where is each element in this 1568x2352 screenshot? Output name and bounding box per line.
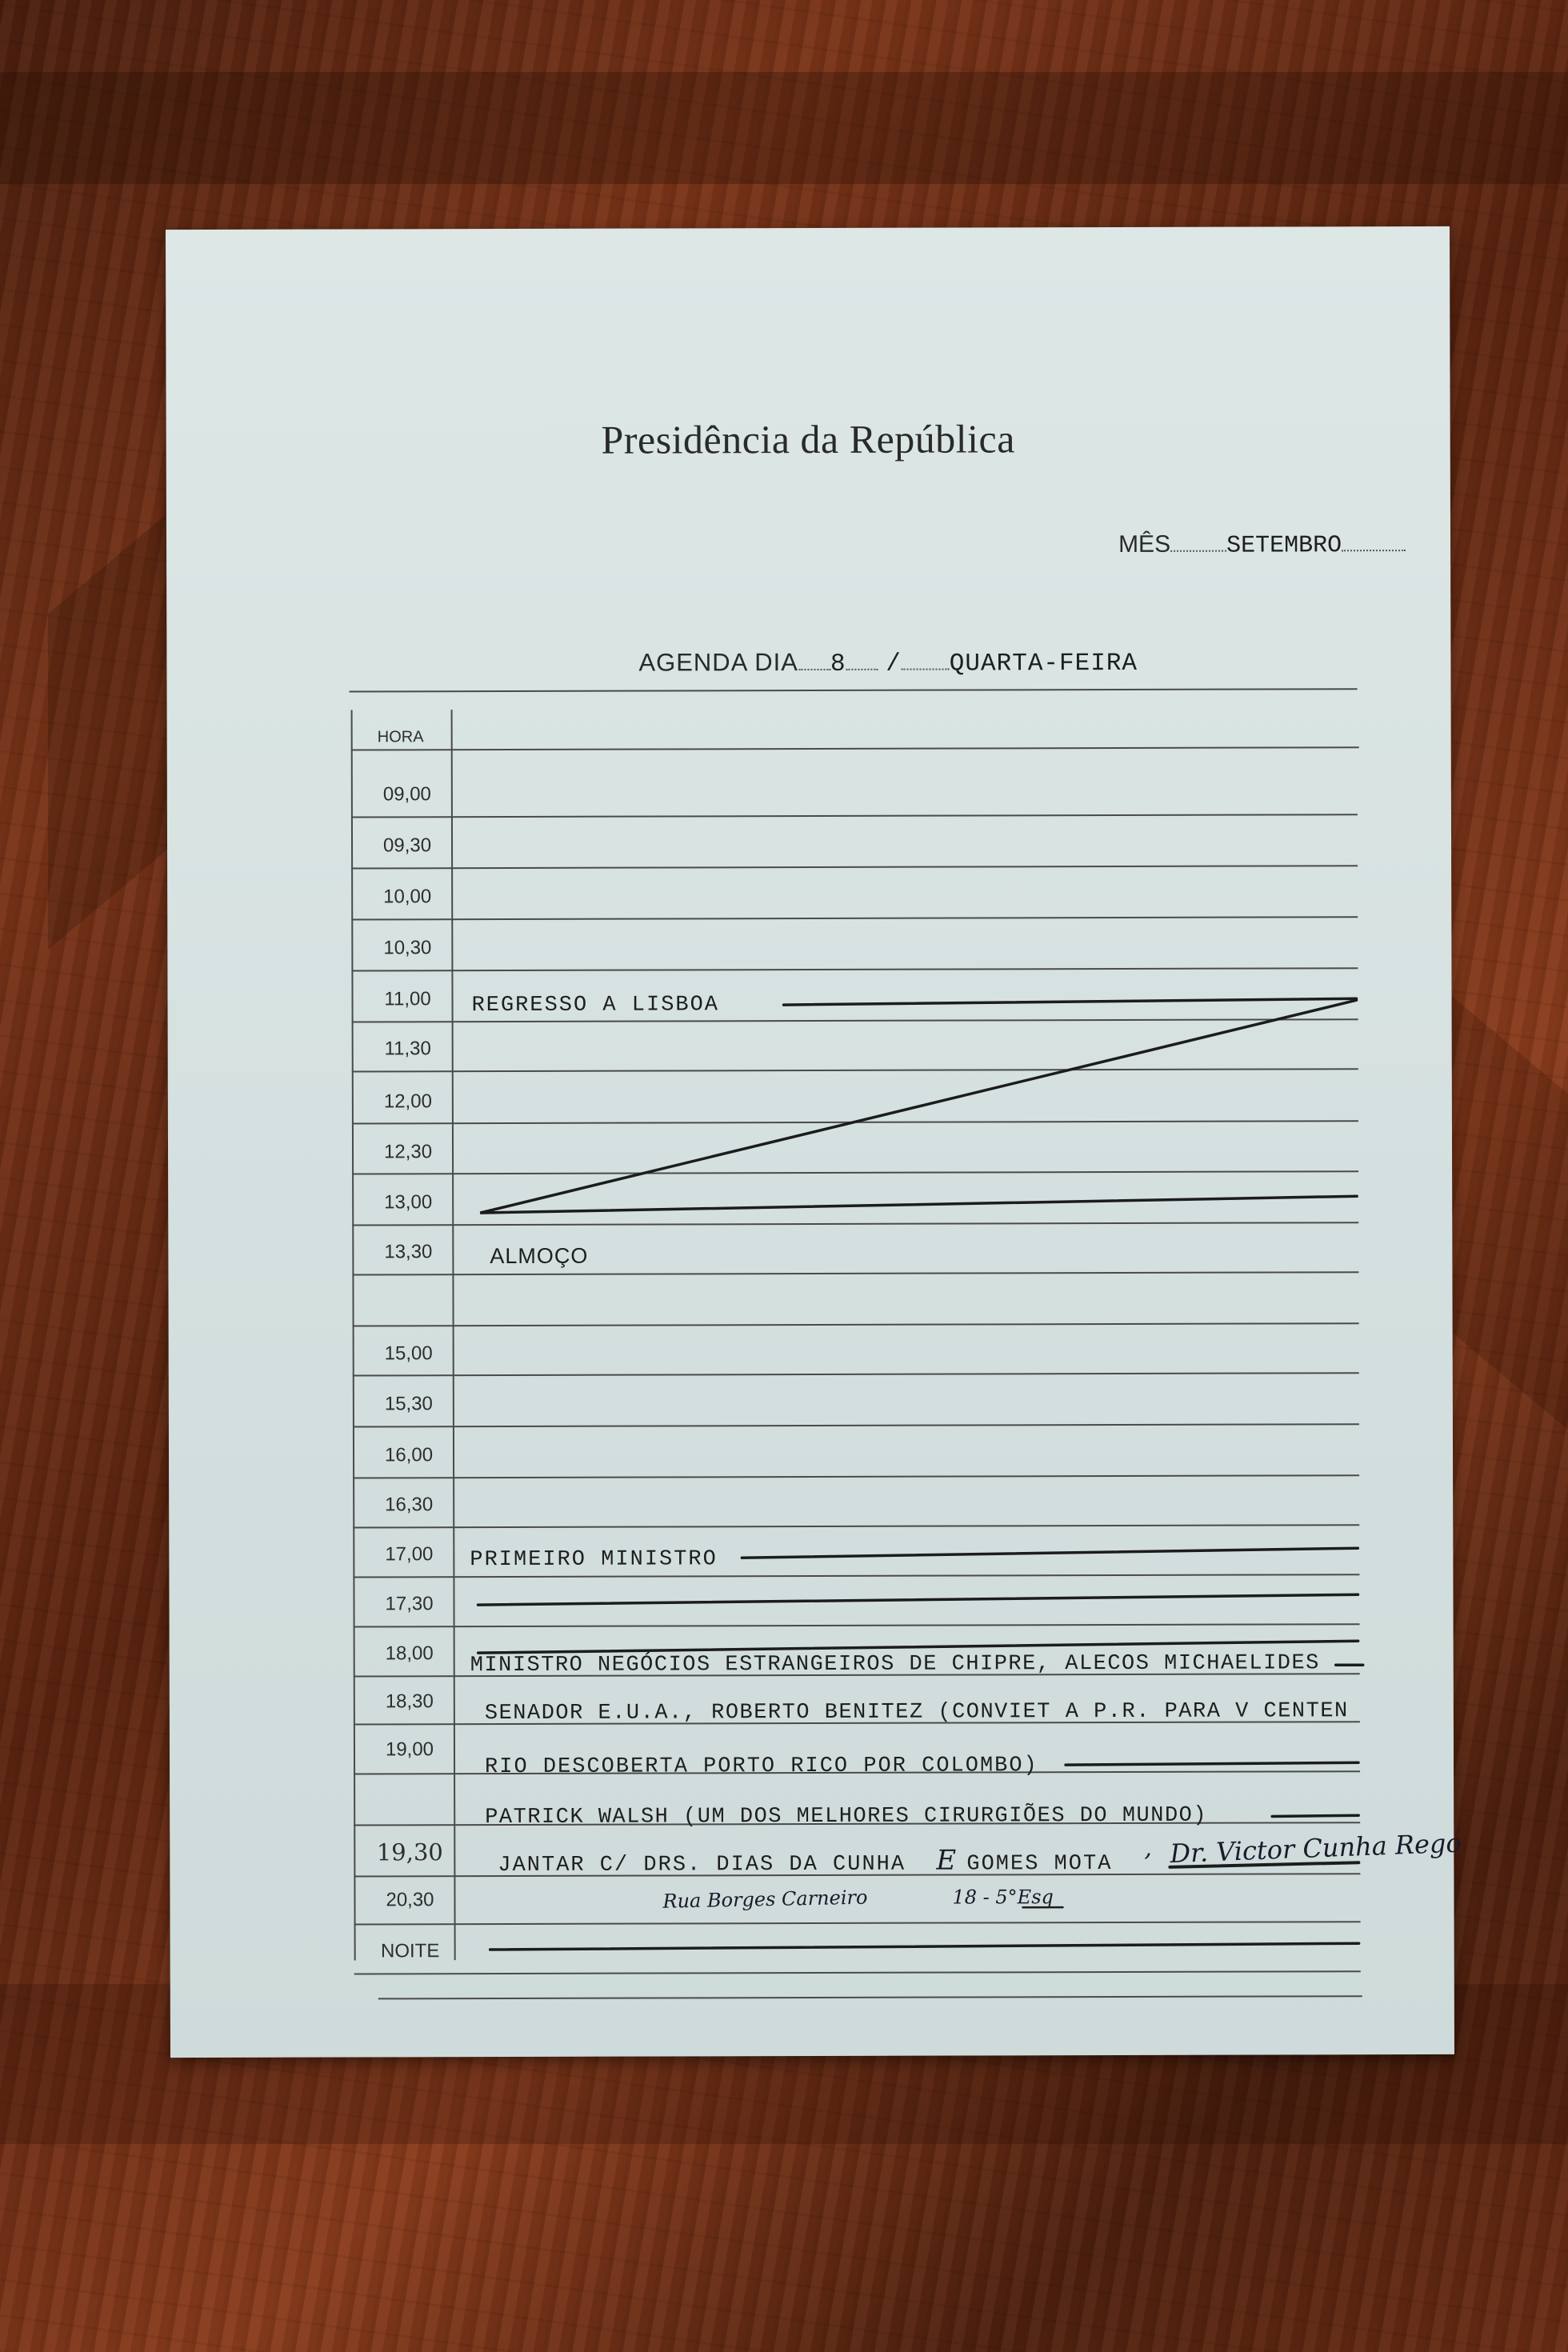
row-rule bbox=[351, 916, 1358, 920]
row-rule bbox=[353, 1372, 1359, 1376]
hour-label: NOITE bbox=[380, 1940, 440, 1962]
row-rule bbox=[353, 1322, 1359, 1326]
hour-label: 12,30 bbox=[383, 1141, 433, 1163]
row-rule bbox=[353, 1474, 1359, 1478]
handwritten-address: Rua Borges Carneiro bbox=[662, 1886, 868, 1913]
entry-1900: SENADOR E.U.A., ROBERTO BENITEZ (CONVIET A P.R. PARA V CENTEN bbox=[484, 1699, 1349, 1726]
hour-label: 17,00 bbox=[385, 1543, 434, 1566]
agenda-separator: / bbox=[886, 650, 902, 678]
agenda-weekday-value: QUARTA-FEIRA bbox=[949, 649, 1138, 678]
row-rule bbox=[353, 1524, 1359, 1528]
hour-label: 13,00 bbox=[384, 1191, 433, 1214]
hour-label: 10,00 bbox=[383, 886, 432, 908]
stroke-1930-line bbox=[1272, 1815, 1358, 1816]
hour-label: 09,30 bbox=[382, 834, 432, 857]
row-rule bbox=[354, 1970, 1361, 1974]
stroke-1730-line bbox=[478, 1594, 1358, 1605]
hour-label: 16,00 bbox=[384, 1444, 434, 1466]
month-value: SETEMBRO bbox=[1226, 532, 1342, 560]
floor-panel-left bbox=[48, 506, 176, 950]
handwritten-number: 18 - 5°Esq bbox=[952, 1886, 1054, 1909]
hour-label: 17,30 bbox=[385, 1593, 434, 1615]
hour-column-header: HORA bbox=[377, 728, 424, 746]
hour-label: 18,00 bbox=[385, 1642, 434, 1665]
stroke-1700-line bbox=[742, 1548, 1358, 1558]
month-field bbox=[1118, 530, 1406, 560]
floor-band-top bbox=[0, 72, 1568, 184]
hour-label: 12,00 bbox=[383, 1090, 432, 1113]
entry-1930: PATRICK WALSH (UM DOS MELHORES CIRURGIÕES DO MUNDO) bbox=[485, 1803, 1208, 1830]
stroke-1100-line bbox=[784, 998, 1357, 1005]
row-rule bbox=[352, 1120, 1358, 1124]
row-rule bbox=[352, 1271, 1358, 1275]
row-rule bbox=[351, 967, 1358, 971]
handwritten-strokes bbox=[166, 226, 1454, 2058]
hour-label: 11,30 bbox=[384, 1038, 431, 1060]
entry-1900-cont: RIO DESCOBERTA PORTO RICO POR COLOMBO) bbox=[485, 1754, 1038, 1780]
handwritten-name: Dr. Victor Cunha Rego bbox=[1169, 1827, 1462, 1870]
stroke-1900b-line bbox=[1066, 1762, 1358, 1765]
page-title: Presidência da República bbox=[601, 416, 1015, 462]
row-rule bbox=[352, 1018, 1358, 1022]
hour-label: 19,00 bbox=[385, 1738, 434, 1761]
entry-2030-cont: GOMES MOTA bbox=[966, 1852, 1113, 1877]
row-rule bbox=[352, 1170, 1358, 1174]
stroke-noite-line bbox=[490, 1943, 1359, 1950]
row-rule bbox=[354, 1623, 1360, 1627]
month-label: MÊS bbox=[1118, 530, 1171, 558]
entry-1100: REGRESSO A LISBOA bbox=[471, 993, 720, 1018]
hour-label: 11,00 bbox=[384, 988, 431, 1010]
row-rule bbox=[354, 1921, 1361, 1925]
agenda-day-value: 8 bbox=[830, 650, 846, 678]
entry-2030: JANTAR C/ DRS. DIAS DA CUNHA bbox=[498, 1852, 906, 1878]
row-rule bbox=[352, 1068, 1358, 1072]
row-rule bbox=[352, 1222, 1358, 1226]
hour-label: 10,30 bbox=[383, 937, 432, 959]
stroke-1100-1300-diagonal bbox=[480, 1000, 1358, 1213]
entry-1330: ALMOÇO bbox=[490, 1243, 589, 1269]
hour-label: 18,30 bbox=[385, 1690, 434, 1713]
hour-label: 20,30 bbox=[386, 1889, 434, 1911]
table-top-rule bbox=[350, 688, 1358, 692]
hour-label: 16,30 bbox=[385, 1494, 434, 1516]
hour-label: 09,00 bbox=[382, 783, 431, 806]
floor-panel-right bbox=[1440, 986, 1568, 1430]
row-rule bbox=[351, 814, 1358, 818]
handwritten-comma: , bbox=[1144, 1834, 1152, 1862]
entry-1700: PRIMEIRO MINISTRO bbox=[470, 1547, 718, 1573]
hour-label: 13,30 bbox=[384, 1241, 433, 1263]
row-rule bbox=[351, 865, 1358, 869]
hour-label: 15,00 bbox=[384, 1342, 433, 1365]
hour-label: 19,30 bbox=[376, 1838, 443, 1866]
row-rule bbox=[353, 1574, 1359, 1578]
table-bottom-rule bbox=[378, 1995, 1362, 1999]
hour-label: 15,30 bbox=[384, 1393, 433, 1415]
handwritten-conjunction: E bbox=[936, 1844, 957, 1877]
agenda-day-field bbox=[638, 647, 1138, 679]
row-rule bbox=[353, 1423, 1359, 1427]
row-rule bbox=[351, 746, 1359, 750]
agenda-sheet bbox=[166, 226, 1462, 2058]
entry-1830: MINISTRO NEGÓCIOS ESTRANGEIROS DE CHIPRE, ALECOS MICHAELIDES bbox=[470, 1651, 1320, 1678]
agenda-label: AGENDA DIA bbox=[638, 648, 798, 677]
